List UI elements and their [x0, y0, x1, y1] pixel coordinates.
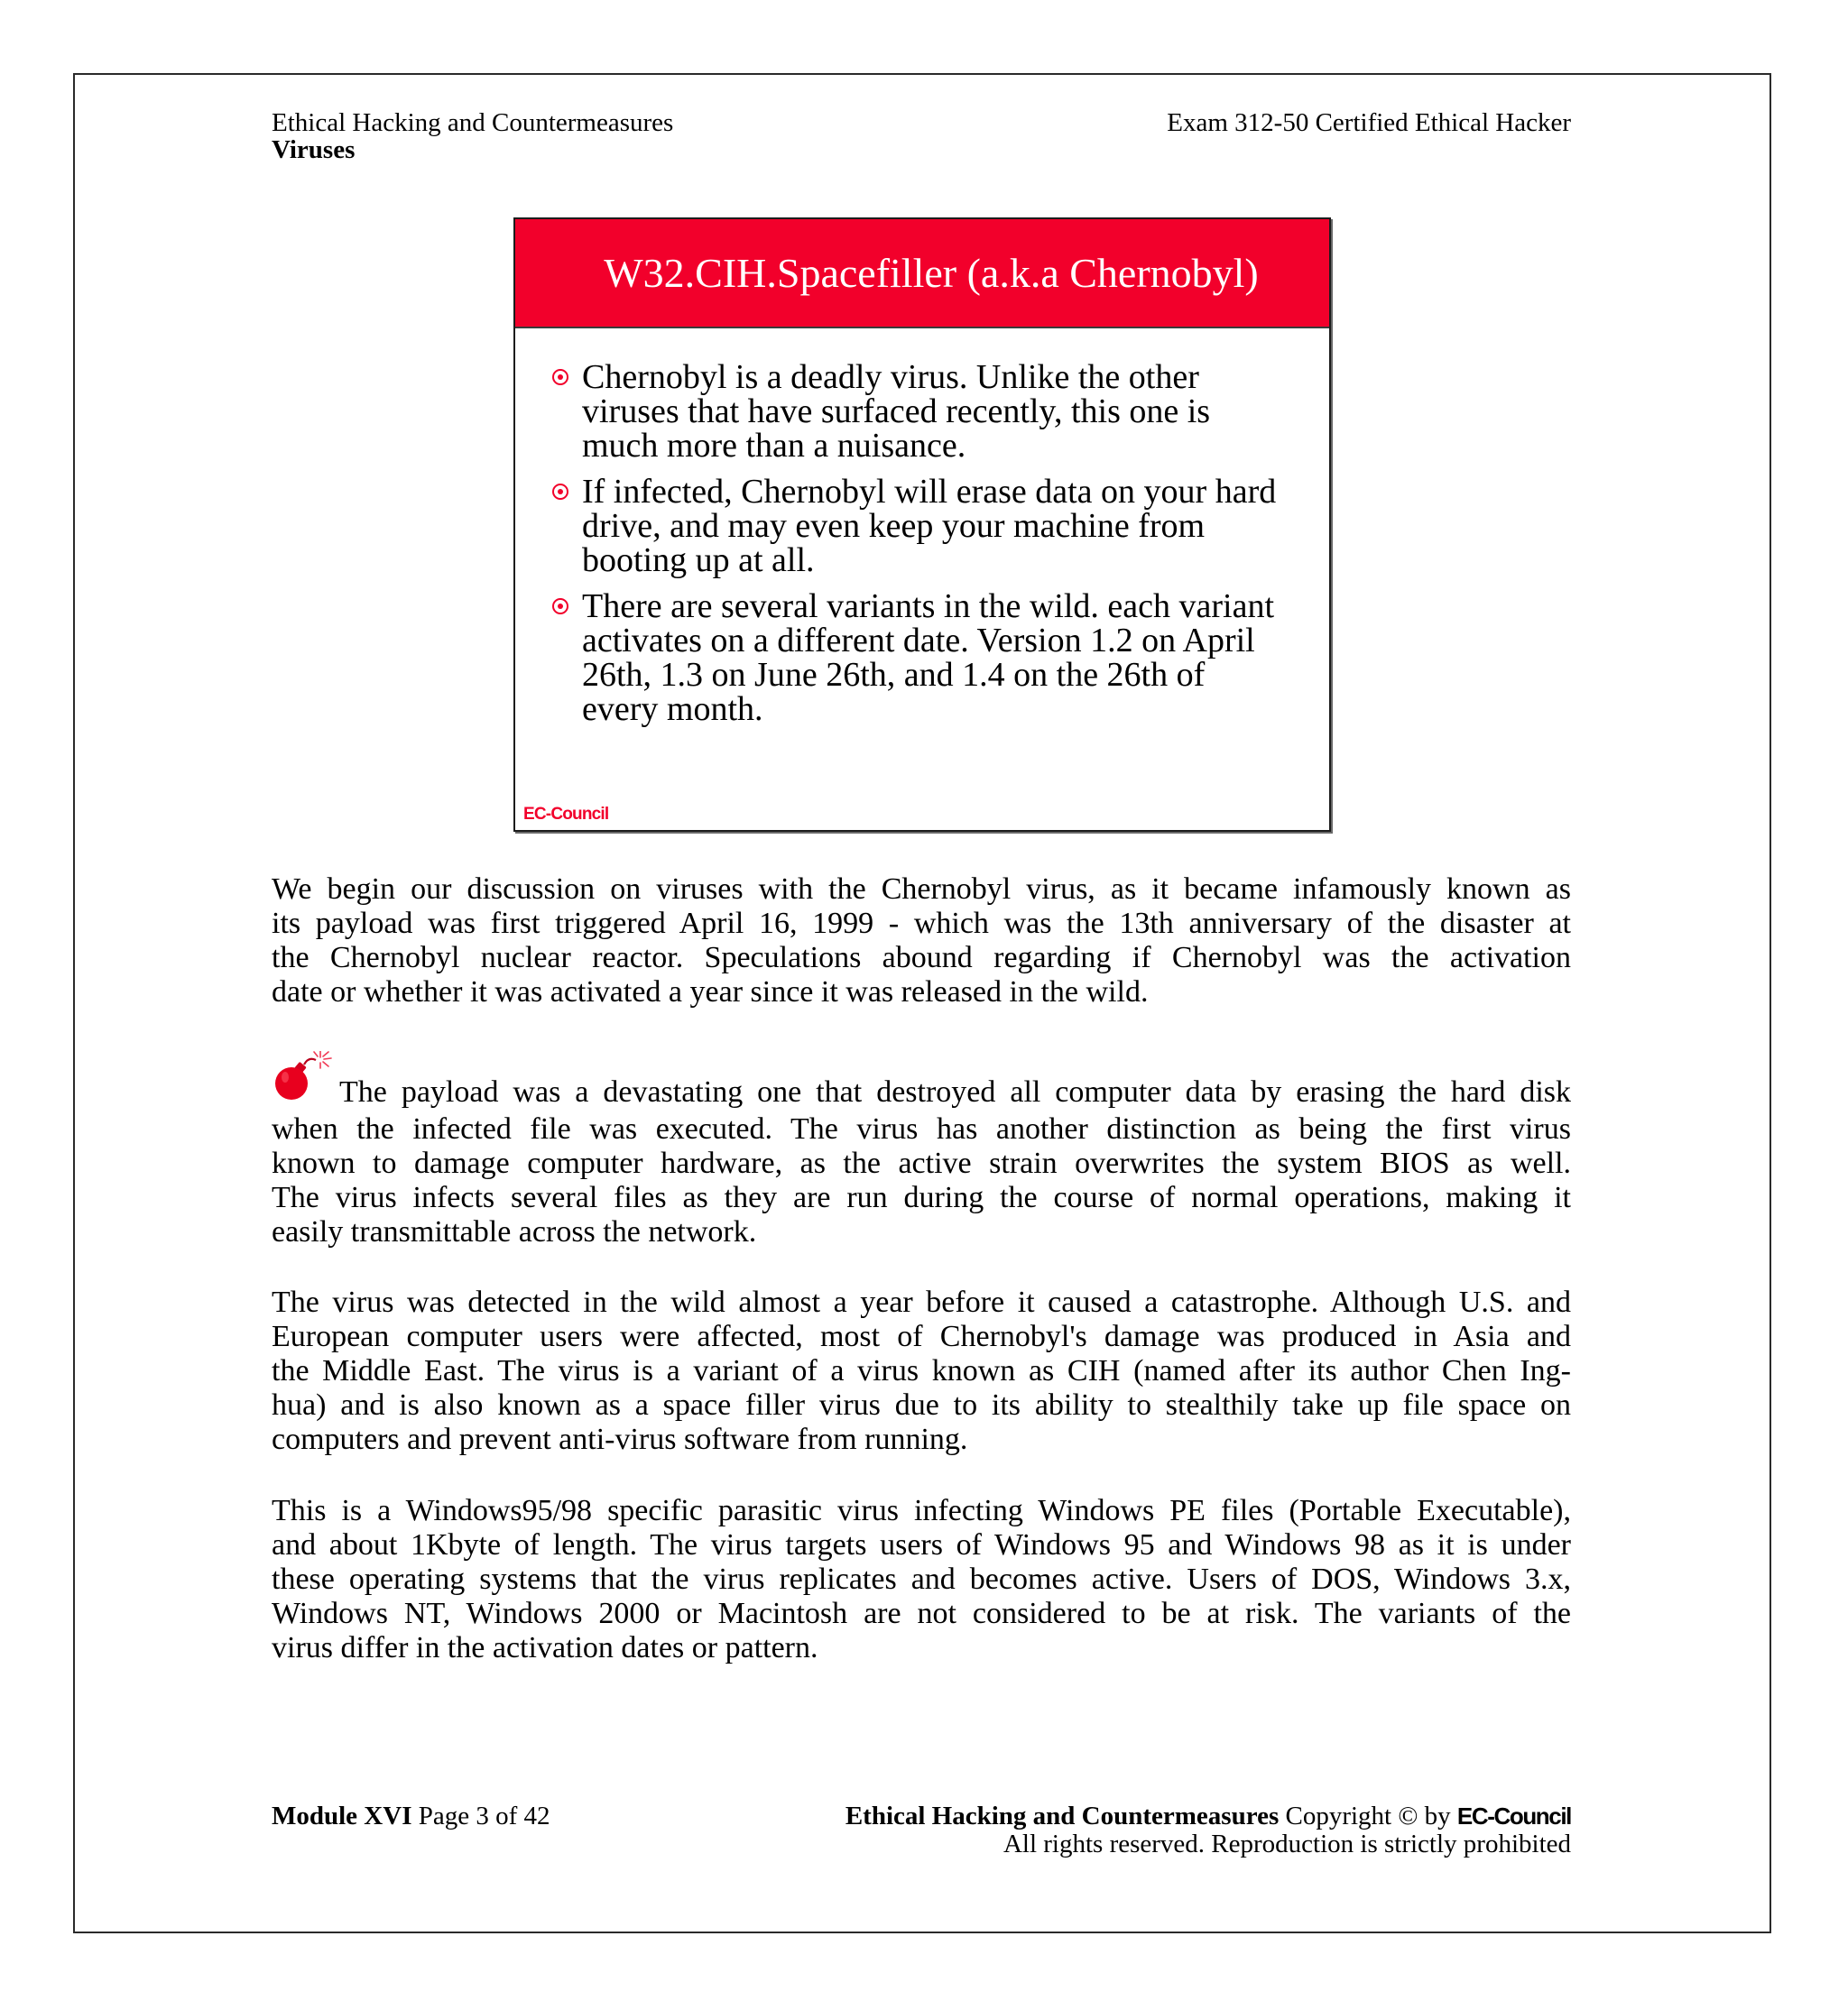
bomb-fuse — [304, 1059, 316, 1065]
paragraph-line: Windows NT, Windows 2000 or Macintosh are not considered to be at risk. The variants of the — [272, 1597, 1571, 1630]
slide-bullet-line: Chernobyl is a deadly virus. Unlike the other — [582, 358, 1199, 396]
slide-title: W32.CIH.Spacefiller (a.k.a Chernobyl) — [604, 250, 1259, 296]
paragraph-line: The virus was detected in the wild almost a year before it caused a catastrophe. Although U.S. and — [272, 1286, 1571, 1319]
paragraph-line: This is a Windows95/98 specific parasitic virus infecting Windows PE files (Portable Executable), — [272, 1494, 1571, 1527]
footer-module: Module XVI — [272, 1802, 412, 1830]
exam-title: Exam 312-50 Certified Ethical Hacker — [1167, 108, 1571, 137]
ec-council-logo: EC-Council — [523, 805, 609, 824]
slide-bullet-line: If infected, Chernobyl will erase data on your hard — [582, 473, 1277, 511]
body-paragraph — [272, 1286, 1571, 1457]
bomb-spark — [314, 1051, 331, 1068]
slide-bullet-list — [582, 360, 1276, 738]
running-header-left — [272, 109, 673, 163]
module-topic: Viruses — [272, 135, 356, 164]
paragraph-line: The virus infects several files as they are run during the course of normal operations, making it — [272, 1181, 1571, 1214]
paragraph-line: virus differ in the activation dates or pattern. — [272, 1631, 818, 1664]
paragraph-line: known to damage computer hardware, as the active strain overwrites the system BIOS as well. — [272, 1147, 1571, 1180]
course-title: Ethical Hacking and Countermeasures — [272, 108, 674, 137]
slide-bullet-line: activates on a different date. Version 1.2 on April — [582, 622, 1255, 659]
footer-course-title: Ethical Hacking and Countermeasures — [845, 1802, 1280, 1830]
footer-copyright-line — [845, 1803, 1571, 1830]
paragraph-line: European computer users were affected, most of Chernobyl's damage was produced in Asia and — [272, 1320, 1571, 1353]
slide-bullet-line: much more than a nuisance. — [582, 427, 966, 465]
circled-dot-icon — [552, 484, 568, 500]
slide-figure — [513, 217, 1331, 832]
paragraph-line: its payload was first triggered April 16, 1999 - which was the 13th anniversary of the disaster at — [272, 907, 1571, 940]
slide-bullet-line: booting up at all. — [582, 541, 815, 579]
paragraph-line: when the infected file was executed. The virus has another distinction as being the first virus — [272, 1112, 1571, 1146]
footer-right — [845, 1803, 1571, 1858]
body-paragraph — [272, 872, 1571, 1010]
paragraph-line: date or whether it was activated a year since it was released in the wild. — [272, 975, 1149, 1009]
footer-rights: All rights reserved. Reproduction is strictly prohibited — [1003, 1830, 1571, 1858]
paragraph-line: easily transmittable across the network. — [272, 1215, 757, 1249]
slide-title-bar — [515, 219, 1329, 328]
paragraph-line: these operating systems that the virus replicates and becomes active. Users of DOS, Windows 3.x, — [272, 1563, 1571, 1596]
footer-page-number: Page 3 of 42 — [418, 1802, 550, 1830]
paragraph-line: the Chernobyl nuclear reactor. Speculations abound regarding if Chernobyl was the activation — [272, 941, 1571, 974]
paragraph-line: and about 1Kbyte of length. The virus targets users of Windows 95 and Windows 98 as it is under — [272, 1528, 1571, 1562]
paragraph-line: We begin our discussion on viruses with the Chernobyl virus, as it became infamously known as — [272, 872, 1571, 906]
slide-bullet — [582, 360, 1276, 463]
slide-bullet — [582, 589, 1276, 726]
paragraph-line: The payload was a devastating one that destroyed all computer data by erasing the hard disk — [339, 1075, 1571, 1109]
paragraph-line: hua) and is also known as a space filler virus due to its ability to stealthily take up file space on — [272, 1388, 1571, 1422]
paragraph-line: computers and prevent anti-virus software from running. — [272, 1423, 968, 1456]
slide-bullet-line: drive, and may even keep your machine from — [582, 507, 1206, 545]
footer-ec-council-logo: EC-Council — [1456, 1803, 1571, 1830]
body-paragraph — [272, 1494, 1571, 1665]
slide-bullet-line: 26th, 1.3 on June 26th, and 1.4 on the 26th of — [582, 656, 1206, 694]
circled-dot-icon — [552, 598, 568, 614]
slide-bullet-line: every month. — [582, 690, 763, 728]
footer-left — [272, 1803, 550, 1830]
body-paragraph — [272, 1072, 1571, 1249]
slide-bullet-line: There are several variants in the wild. each variant — [582, 587, 1275, 625]
paragraph-line: the Middle East. The virus is a variant of a virus known as CIH (named after its author Chen Ing- — [272, 1354, 1571, 1388]
footer-copyright: Copyright © by — [1285, 1802, 1451, 1830]
slide-bullet — [582, 475, 1276, 577]
circled-dot-icon — [552, 369, 568, 385]
slide-bullet-line: viruses that have surfaced recently, this one is — [582, 392, 1211, 430]
